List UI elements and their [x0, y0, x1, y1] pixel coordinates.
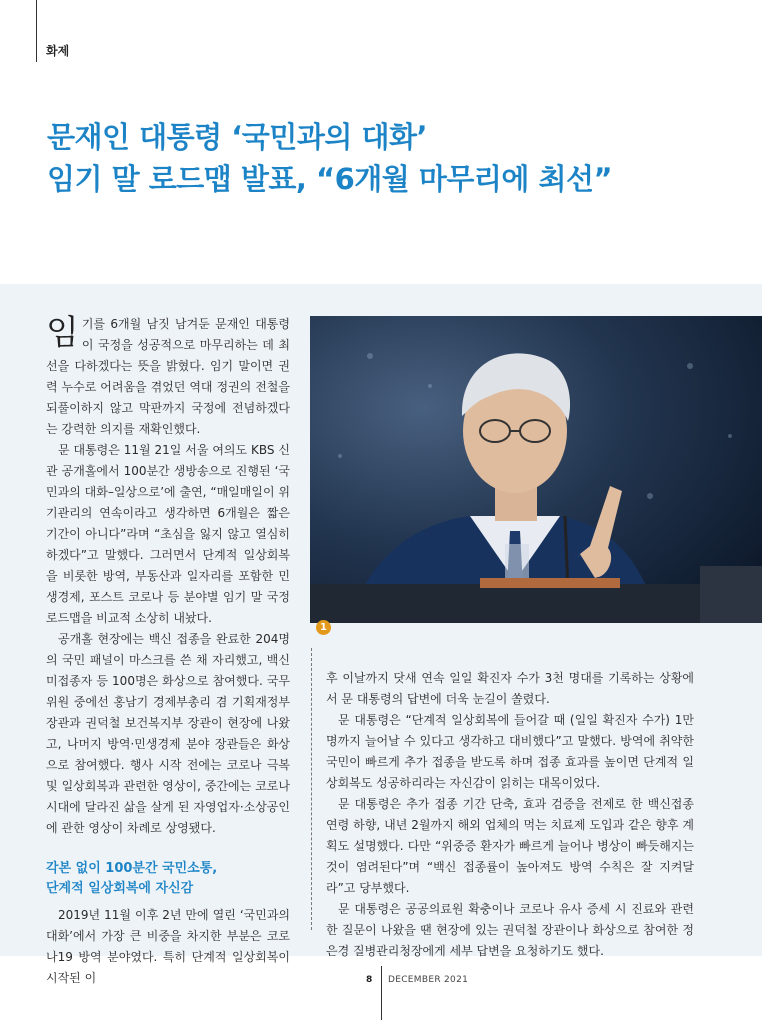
- paragraph: 문 대통령은 11월 21일 서울 여의도 KBS 신관 공개홀에서 100분간 생방송으로 진행된 ‘국민과의 대화–일상으로’에 출연, “매일매일이 위기관리의 연속이라고 생각하면 6개월은 짧은 기간이 아니다”라며 “초심을 잃지 않고 열심히 하겠다”고 말했다. 그러면서 단계적 일상회복을 비롯한 방역, 부동산과 일자리를 포함한 민생경제, 포스트 코로나 등 분야별 임기 말 국정 로드맵을 비교적 소상히 내놨다.: [46, 443, 290, 625]
- photo-number-badge: 1: [316, 620, 331, 635]
- paragraph: 후 이날까지 닷새 연속 일일 확진자 수가 3천 명대를 기록하는 상황에서 문 대통령의 답변에 더욱 눈길이 쏠렸다.: [326, 671, 694, 706]
- photo-illustration: [310, 316, 762, 623]
- paragraph: 공개홀 현장에는 백신 접종을 완료한 204명의 국민 패널이 마스크를 쓴 채 자리했고, 백신 미접종자 등 100명은 화상으로 참여했다. 국무위원 중에선 홍남기 경제부총리 겸 기획재정부 장관과 권덕철 보건복지부 장관이 현장에 나왔고, 나머지 방역·민생경제 분야 장관들은 화상으로 참여했다. 행사 시작 전에는 코로나 극복 및 일상회복과 관련한 영상이, 중간에는 코로나 시대에 달라진 삶을 살게 된 자영업자·소상공인에 관한 영상이 차례로 상영됐다.: [46, 632, 290, 835]
- column-divider: [311, 648, 312, 930]
- lead-text: 기를 6개월 남짓 남겨둔 문재인 대통령이 국정을 성공적으로 마무리하는 데 최선을 다하겠다는 뜻을 밝혔다. 임기 말이면 권력 누수로 어려움을 겪었던 역대 정권의 전철을 되풀이하지 않고 막판까지 국정에 전념하겠다는 강력한 의지를 재확인했다.: [46, 317, 290, 436]
- issue-date: DECEMBER 2021: [388, 975, 469, 985]
- article-title: [47, 116, 612, 200]
- dropcap: 임: [46, 313, 79, 353]
- paragraph: 2019년 11월 이후 2년 만에 열린 ‘국민과의 대화’에서 가장 큰 비중을 차지한 부분은 코로나19 방역 분야였다. 특히 단계적 일상회복이 시작된 이: [46, 908, 290, 985]
- article-column-right: [326, 668, 694, 962]
- subheading-line-2: 단계적 일상회복에 자신감: [46, 881, 194, 896]
- lead-paragraph: [46, 314, 290, 440]
- paragraph: 문 대통령은 추가 접종 기간 단축, 효과 검증을 전제로 한 백신접종 연령 하향, 내년 2월까지 해외 업체의 먹는 치료제 도입과 같은 향후 계획도 설명했다. 다만 “위중증 환자가 빠르게 늘어나 병상이 빠듯해지는 것이 염려된다”며 “백신 접종률이 높아져도 방역 수칙은 잘 지켜달라”고 당부했다.: [326, 797, 694, 895]
- subheading-line-1: 각본 없이 100분간 국민소통,: [46, 861, 218, 876]
- paragraph: 문 대통령은 공공의료원 확충이나 코로나 유사 증세 시 진료와 관련한 질문이 나왔을 땐 현장에 있는 권덕철 장관이나 화상으로 참여한 정은경 질병관리청장에게 세부 답변을 요청하기도 했다.: [326, 902, 694, 958]
- article-column-left: [46, 314, 290, 989]
- page-number: 8: [366, 975, 373, 985]
- footer-rule: [381, 966, 382, 1020]
- header-rule: [36, 0, 37, 62]
- section-label: 화제: [46, 44, 70, 58]
- title-line-2: 임기 말 로드맵 발표, “6개월 마무리에 최선”: [47, 162, 613, 196]
- paragraph: 문 대통령은 “단계적 일상회복에 들어갈 때 (일일 확진자 수가) 1만 명까지 늘어날 수 있다고 생각하고 대비했다”고 말했다. 방역에 취약한 국민이 빠르게 추가 접종을 받도록 하며 접종 효과를 높이면 단계적 일상회복도 성공하리라는 자신감이 읽히는 대목이었다.: [326, 713, 694, 790]
- title-line-1: 문재인 대통령 ‘국민과의 대화’: [47, 120, 427, 154]
- article-photo: [310, 316, 762, 623]
- subheading: [46, 859, 290, 899]
